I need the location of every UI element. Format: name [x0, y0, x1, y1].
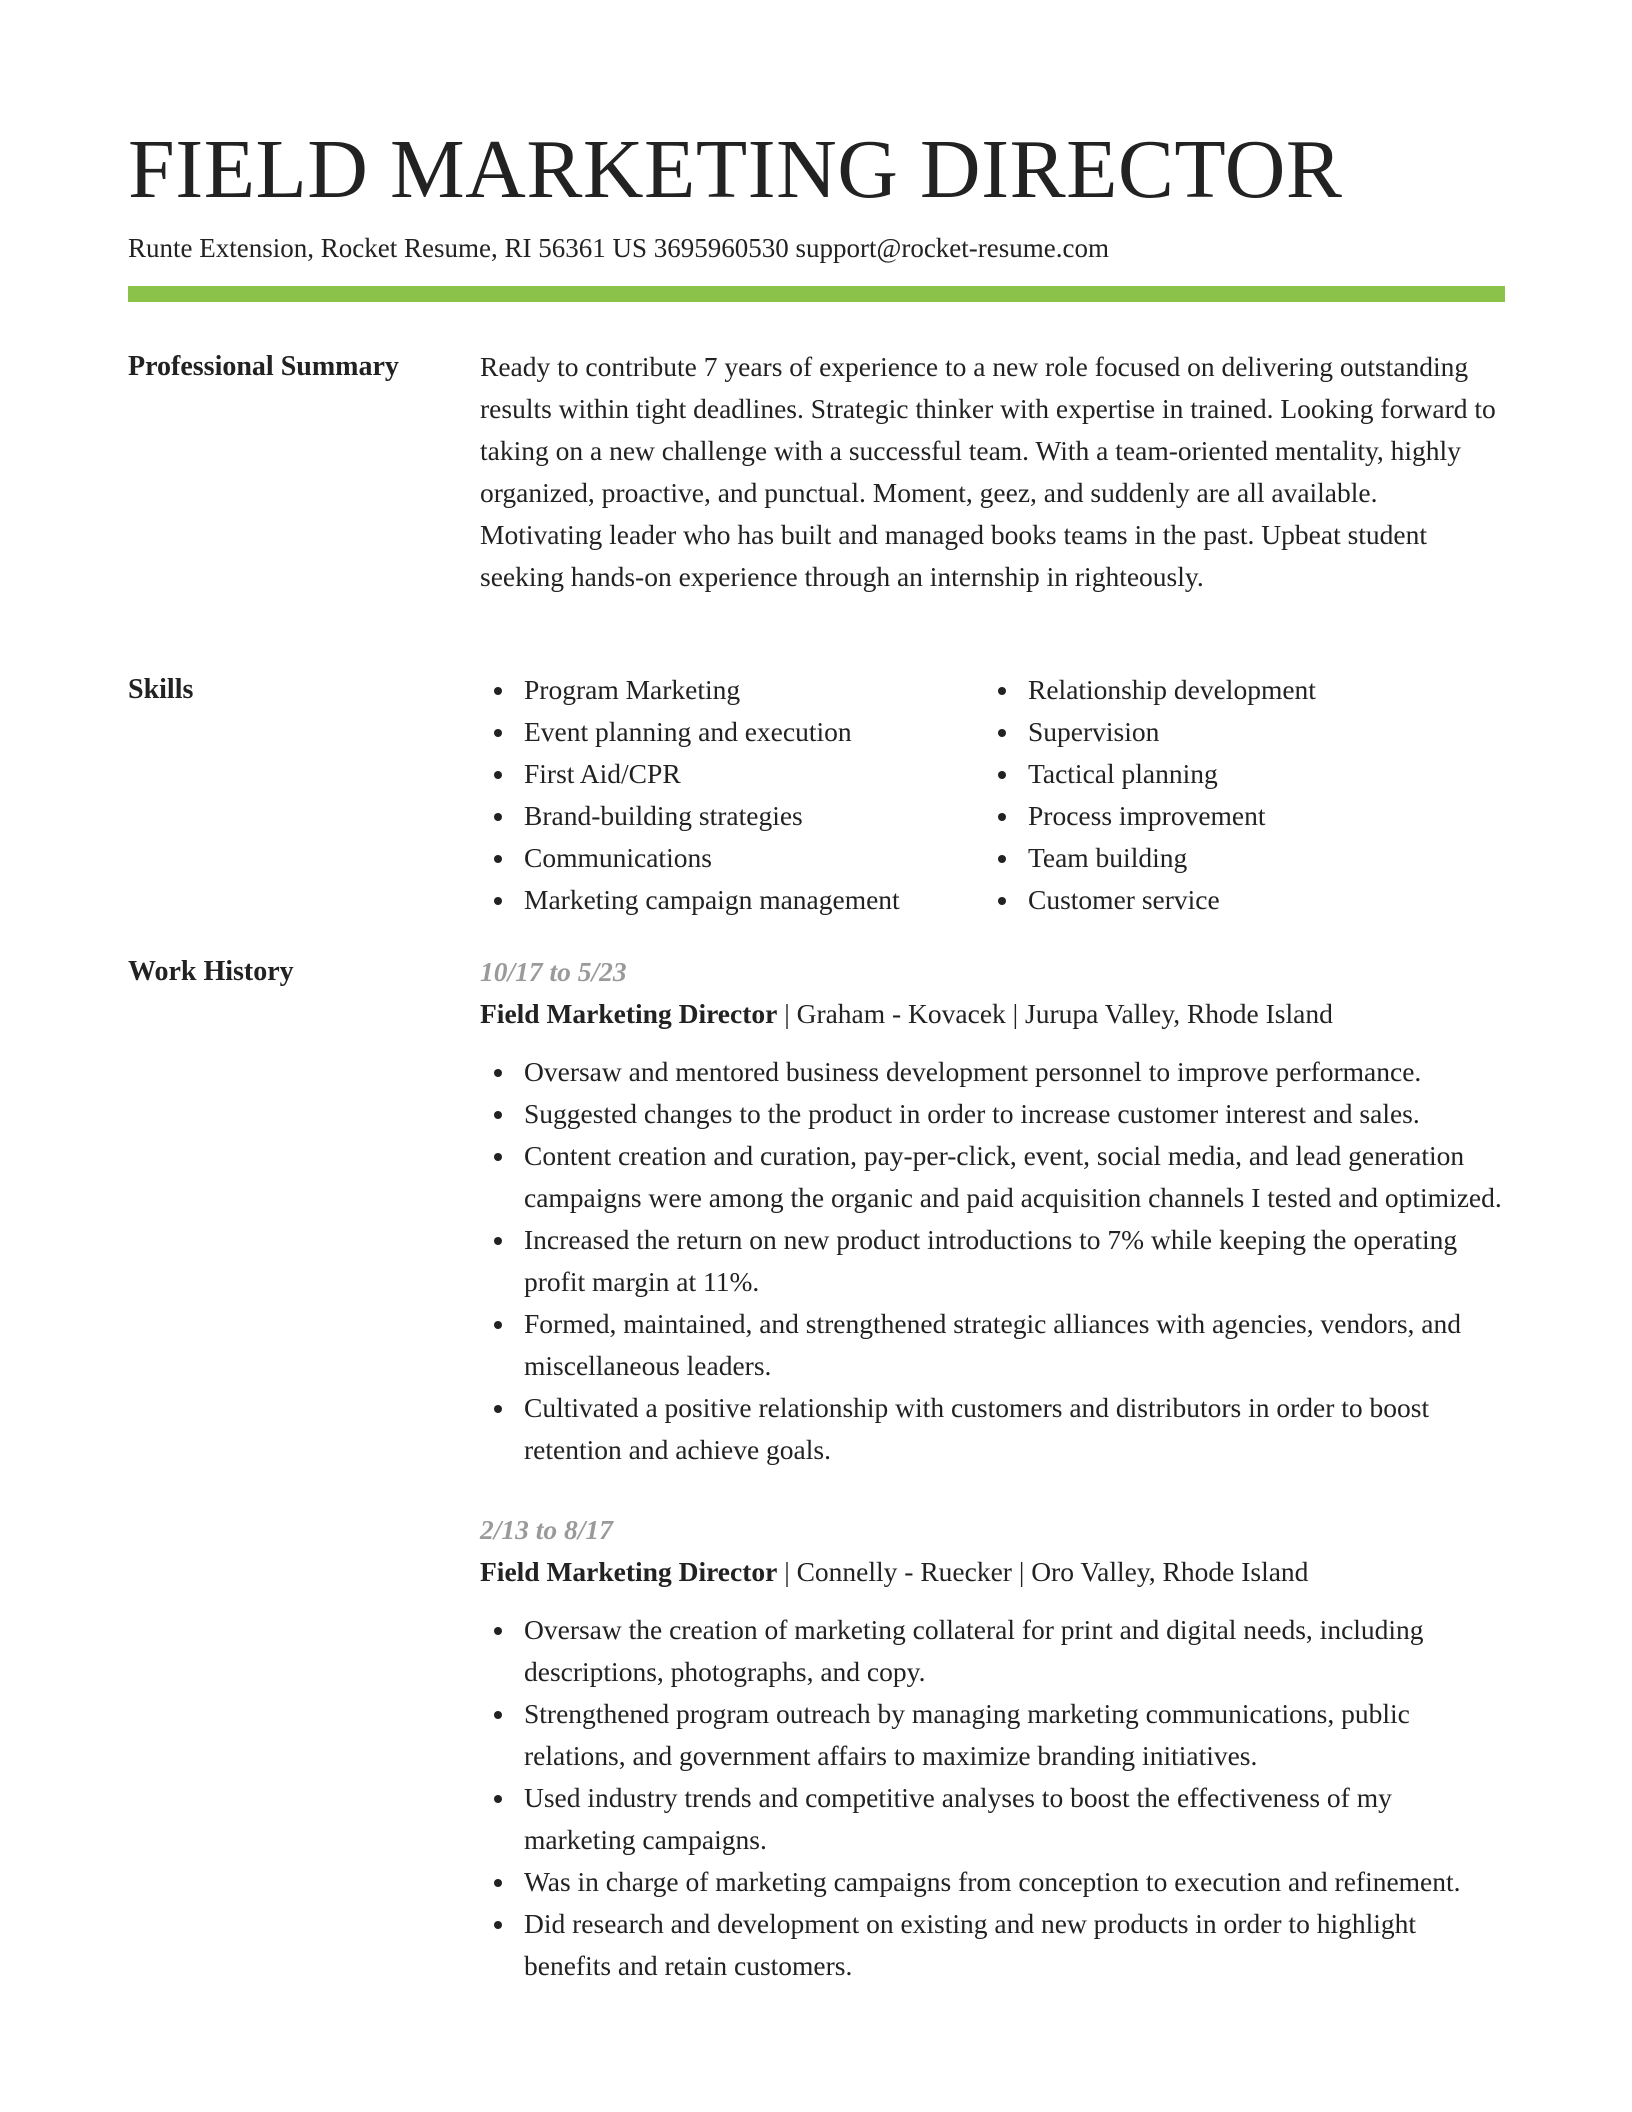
skills-column-2	[984, 669, 1316, 921]
skills-heading: Skills	[128, 674, 194, 705]
skill-item: Communications	[480, 837, 984, 879]
skill-item: Event planning and execution	[480, 711, 984, 753]
job-entry	[480, 951, 1505, 1471]
job-dates: 10/17 to 5/23	[480, 956, 627, 987]
skills-body	[480, 669, 1505, 921]
job-bullet: Formed, maintained, and strengthened strategic alliances with agencies, vendors, and miscellaneous leaders.	[480, 1303, 1505, 1387]
job-bullet: Did research and development on existing and new products in order to highlight benefits and retain customers.	[480, 1903, 1505, 1987]
job-header	[480, 993, 1505, 1035]
skill-item: Relationship development	[984, 669, 1316, 711]
skill-item: Process improvement	[984, 795, 1316, 837]
work-history-body	[480, 951, 1505, 2025]
job-bullet: Oversaw and mentored business development personnel to improve performance.	[480, 1051, 1505, 1093]
job-bullet: Content creation and curation, pay-per-click, event, social media, and lead generation campaigns were among the organic and paid acquisition channels I tested and optimized.	[480, 1135, 1505, 1219]
job-bullet: Was in charge of marketing campaigns from conception to execution and refinement.	[480, 1861, 1505, 1903]
skill-item: Program Marketing	[480, 669, 984, 711]
resume-title: FIELD MARKETING DIRECTOR	[128, 123, 1343, 216]
job-details: | Graham - Kovacek | Jurupa Valley, Rhode Island	[777, 998, 1333, 1029]
skills-column-1	[480, 669, 984, 921]
job-bullet: Used industry trends and competitive analyses to boost the effectiveness of my marketing campaigns.	[480, 1777, 1505, 1861]
job-title: Field Marketing Director	[480, 1556, 778, 1587]
job-bullets	[480, 1609, 1505, 1987]
contact-line: Runte Extension, Rocket Resume, RI 56361 US 3695960530 support@rocket-resume.com	[128, 233, 1109, 263]
work-history-heading: Work History	[128, 956, 294, 987]
skill-item: Brand-building strategies	[480, 795, 984, 837]
job-title: Field Marketing Director	[480, 998, 778, 1029]
skill-item: First Aid/CPR	[480, 753, 984, 795]
skill-item: Customer service	[984, 879, 1316, 921]
job-dates: 2/13 to 8/17	[480, 1514, 613, 1545]
job-bullet: Strengthened program outreach by managing marketing communications, public relations, and government affairs to maximize branding initiatives.	[480, 1693, 1505, 1777]
skill-item: Marketing campaign management	[480, 879, 984, 921]
job-bullet: Suggested changes to the product in order to increase customer interest and sales.	[480, 1093, 1505, 1135]
summary-heading: Professional Summary	[128, 351, 399, 382]
job-entry	[480, 1509, 1505, 1987]
summary-text: Ready to contribute 7 years of experience to a new role focused on delivering outstanding results within tight deadlines. Strategic thinker with expertise in trained. Looking forward to taking on a new challenge with a successful team. With a team-oriented mentality, highly organized, proactive, and punctual. Moment, geez, and suddenly are all available. Motivating leader who has built and managed books teams in the past. Upbeat student seeking hands-on experience through an internship in righteously.	[480, 351, 1496, 592]
summary-body	[480, 346, 1505, 598]
skill-item: Tactical planning	[984, 753, 1316, 795]
job-bullet: Increased the return on new product introductions to 7% while keeping the operating profit margin at 11%.	[480, 1219, 1505, 1303]
job-bullet: Cultivated a positive relationship with customers and distributors in order to boost retention and achieve goals.	[480, 1387, 1505, 1471]
skill-item: Team building	[984, 837, 1316, 879]
accent-rule	[128, 286, 1505, 302]
job-bullets	[480, 1051, 1505, 1471]
skill-item: Supervision	[984, 711, 1316, 753]
job-details: | Connelly - Ruecker | Oro Valley, Rhode Island	[777, 1556, 1309, 1587]
job-bullet: Oversaw the creation of marketing collateral for print and digital needs, including descriptions, photographs, and copy.	[480, 1609, 1505, 1693]
job-header	[480, 1551, 1505, 1593]
